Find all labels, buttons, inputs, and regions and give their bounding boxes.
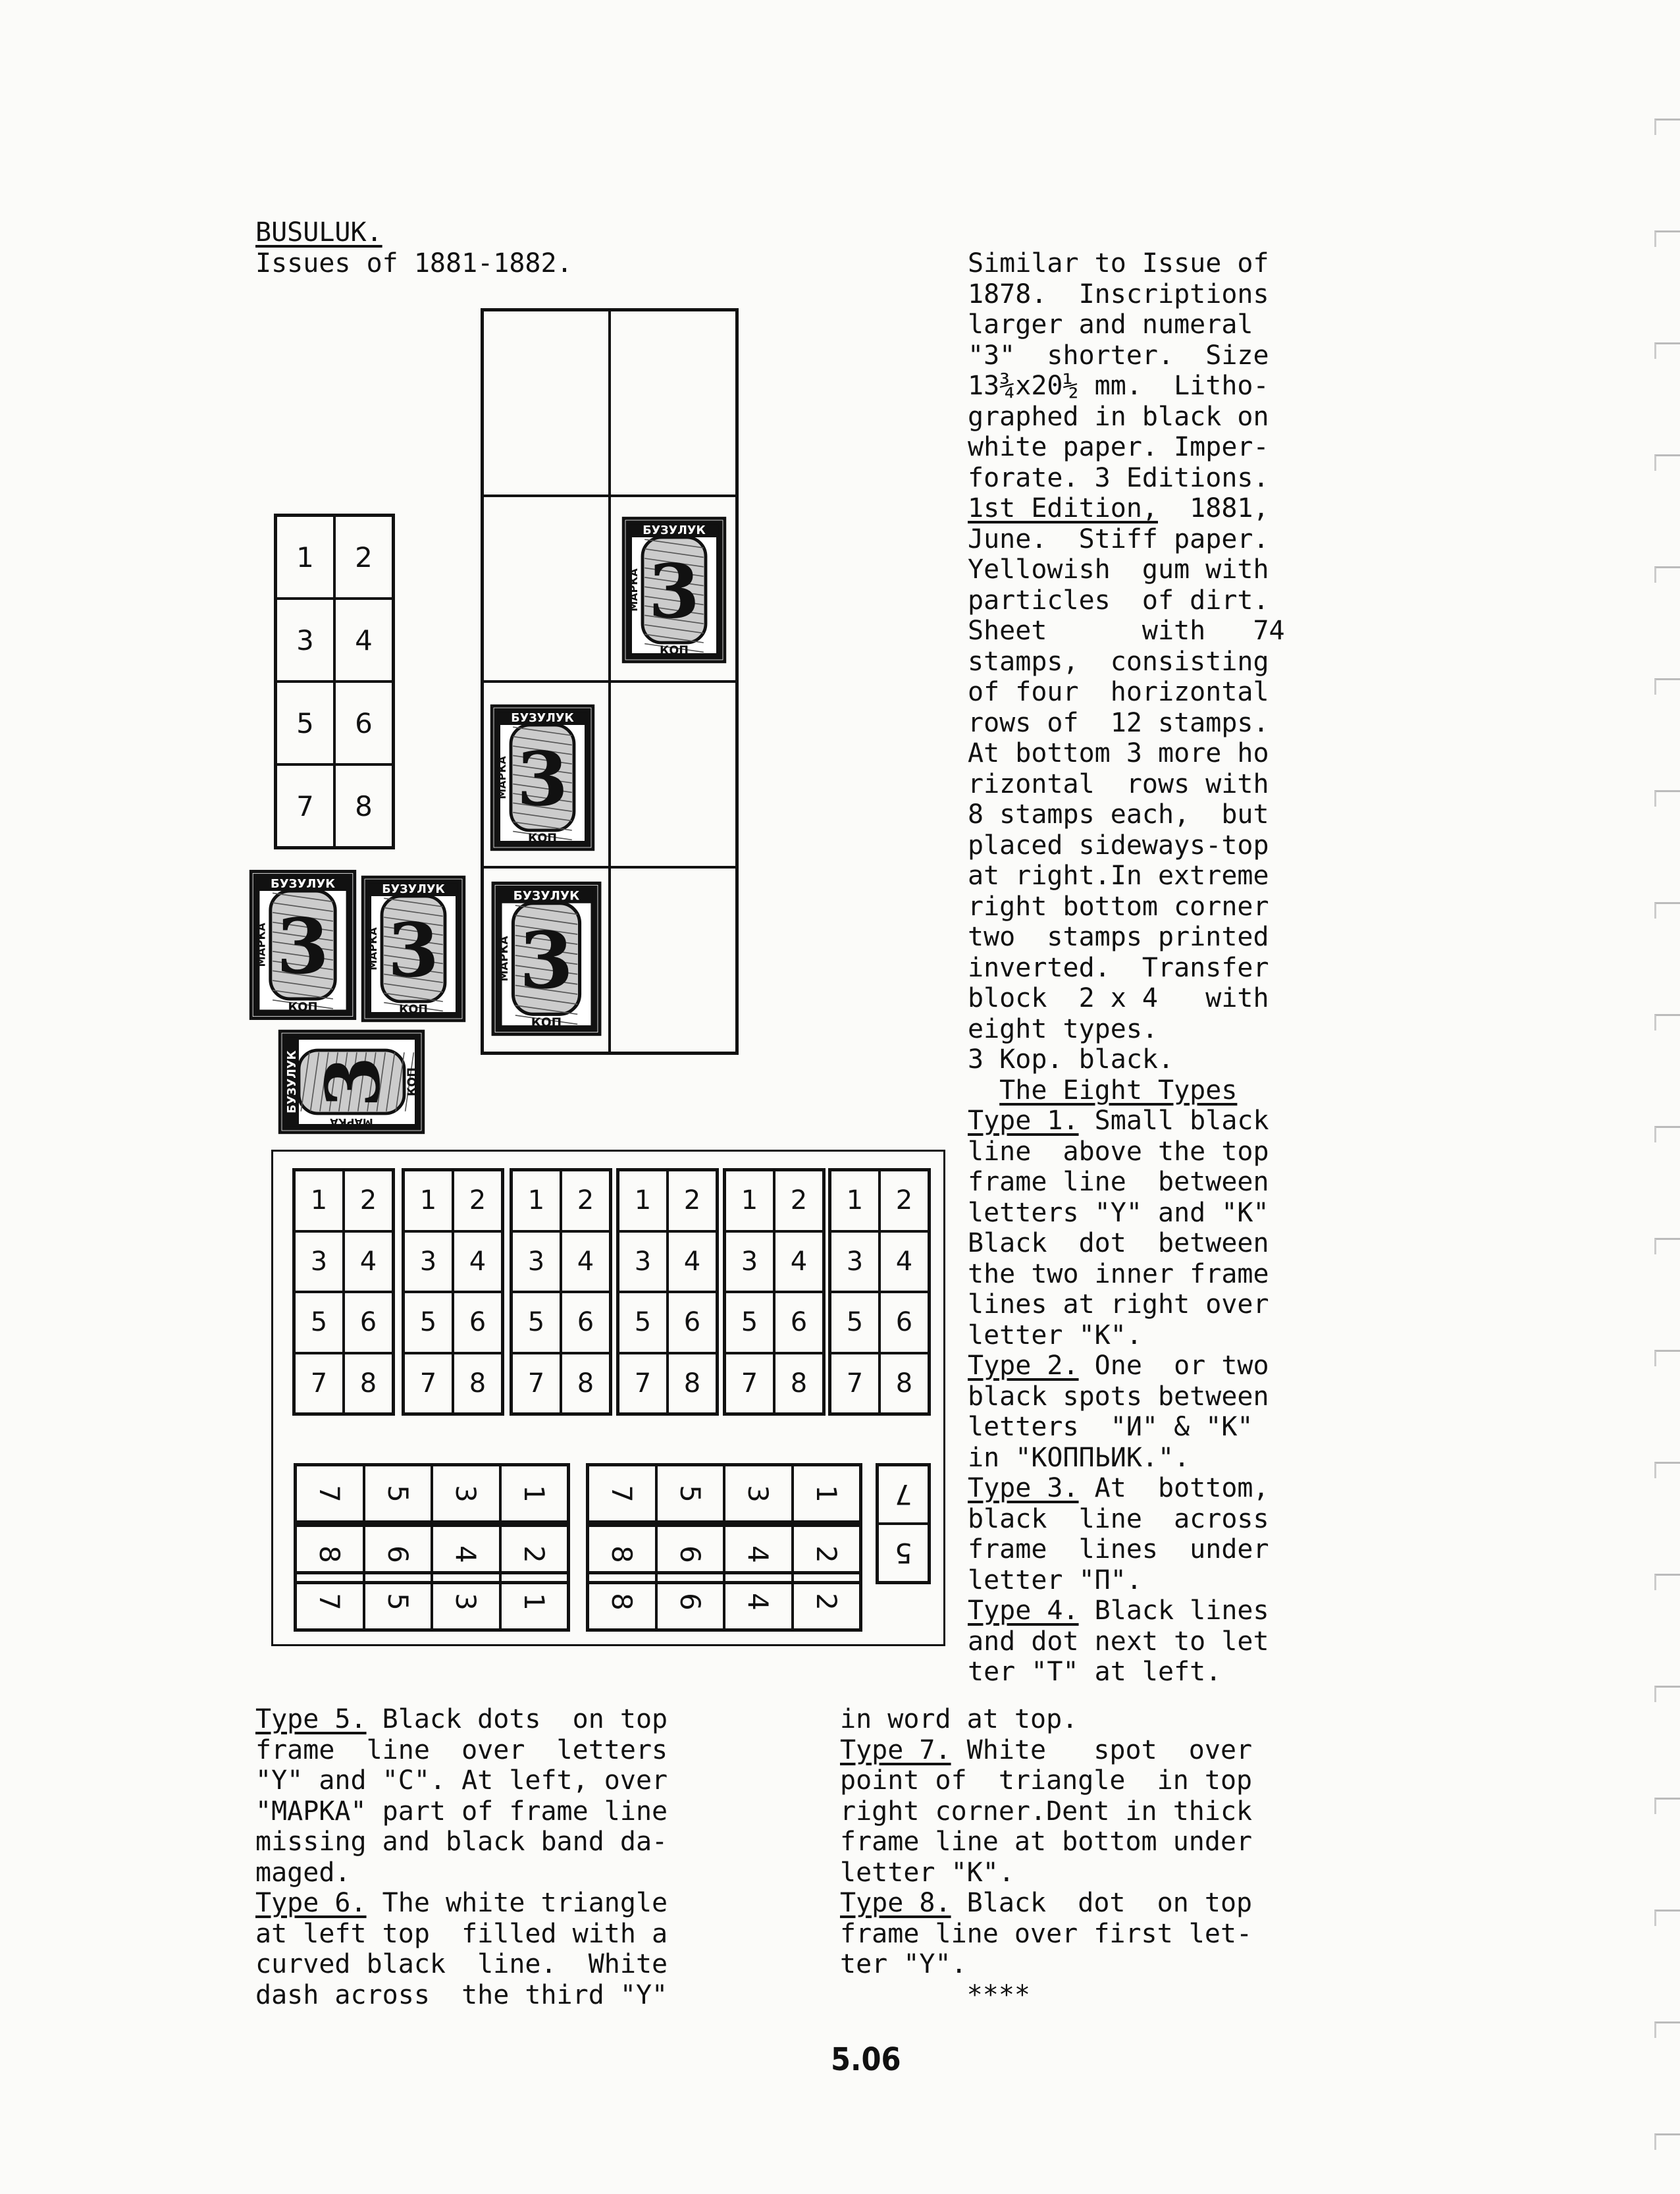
sheet-cell: 7 [830, 1353, 879, 1414]
sheet-inverted-corner [876, 1463, 931, 1584]
sheet-cell: 3 [512, 1231, 561, 1293]
sideways-numeral: 4 [742, 1592, 775, 1611]
stamp-bottom-inscription: КОП [531, 1015, 562, 1030]
sheet-sideways-block [294, 1463, 570, 1524]
transfer-cell: 3 [276, 599, 334, 682]
sheet-cell: 5 [512, 1292, 561, 1353]
text-line: right bottom corner [968, 891, 1269, 922]
placement-cell [483, 496, 610, 682]
sheet-cell: 5 [725, 1292, 774, 1353]
sideways-numeral: 7 [313, 1484, 346, 1503]
text-line: two stamps printed [968, 922, 1269, 952]
text-line: letters "И" & "K" [968, 1412, 1253, 1442]
sheet-cell: 1 [512, 1170, 561, 1231]
sideways-numeral: 2 [517, 1545, 550, 1563]
text-line: in word at top. [840, 1704, 1078, 1734]
sheet-cell: 4 [561, 1231, 610, 1293]
sheet-cell: 2 [774, 1170, 824, 1231]
transfer-cell: 6 [334, 682, 393, 764]
stamp-drawing [490, 881, 603, 1036]
stamp-image-sideways [277, 1029, 426, 1135]
sheet-cell: 1 [294, 1170, 344, 1231]
stamp-top-inscription: БУЗУЛУК [382, 883, 445, 897]
transfer-cell: 1 [276, 516, 334, 599]
stamp-drawing [277, 1029, 426, 1135]
page-title: BUSULUK. [255, 217, 382, 248]
sheet-cell: 8 [561, 1353, 610, 1414]
sideways-numeral: 6 [673, 1545, 706, 1563]
sheet-cell: 6 [774, 1292, 824, 1353]
sheet-block [510, 1168, 612, 1416]
inverted-cell [878, 1465, 929, 1524]
text-line: eight types. [968, 1013, 1158, 1044]
stamp-top-inscription: БУЗУЛУК [513, 889, 580, 903]
stamp-bottom-inscription: КОП [398, 1003, 429, 1017]
inverted-numeral: 5 [894, 1537, 912, 1569]
transfer-cell: 4 [334, 599, 393, 682]
heading-continuation: Black dot on top [951, 1888, 1253, 1918]
sheet-sideways-cell [588, 1465, 656, 1522]
binder-mark [1654, 566, 1680, 583]
binder-mark [1654, 1014, 1680, 1030]
text-line [255, 1888, 668, 1919]
sheet-block [828, 1168, 931, 1416]
text-line: Black dot between [968, 1228, 1269, 1258]
heading-continuation: Small black [1078, 1106, 1269, 1136]
text-line: Sheet with 74 [968, 616, 1285, 646]
section-heading: The Eight Types [999, 1075, 1238, 1106]
sheet-cell: 8 [774, 1353, 824, 1414]
text-line: letter "П". [968, 1565, 1142, 1595]
text-line: letter "K". [840, 1857, 1014, 1888]
sheet-cell: 1 [618, 1170, 668, 1231]
sideways-numeral: 5 [673, 1484, 706, 1503]
binder-mark [1654, 1798, 1680, 1814]
text-line: "МАРКА" part of frame line [255, 1796, 668, 1827]
sheet-cell: 3 [618, 1231, 668, 1293]
sheet-cell: 3 [404, 1231, 453, 1293]
stamp-left-inscription: МАРКА [627, 568, 640, 612]
sheet-cell: 6 [668, 1292, 717, 1353]
stamp-numeral: 3 [517, 736, 568, 823]
stamp-top-inscription: БУЗУЛУК [511, 712, 574, 726]
sheet-cell: 1 [404, 1170, 453, 1231]
text-line: rizontal rows with [968, 768, 1269, 799]
sheet-block [292, 1168, 395, 1416]
text-line: 3 Kop. black. [968, 1044, 1174, 1075]
text-line: maged. [255, 1857, 351, 1888]
placement-cell [483, 310, 610, 496]
text-line: Yellowish gum with [968, 554, 1269, 585]
sheet-sideways-cell [656, 1465, 725, 1522]
binder-mark [1654, 678, 1680, 695]
text-line: forate. 3 Editions. [968, 462, 1269, 493]
text-line: in "КОППЬИK.". [968, 1442, 1190, 1473]
text-line [840, 1735, 1252, 1766]
sheet-cell: 3 [830, 1231, 879, 1293]
binder-mark [1654, 2021, 1680, 2038]
sheet-sideways-cell [793, 1573, 861, 1630]
text-line: frame lines under [968, 1534, 1269, 1565]
sideways-numeral: 3 [450, 1592, 483, 1611]
sideways-numeral: 8 [606, 1545, 639, 1563]
sideways-numeral: 2 [810, 1545, 843, 1563]
sheet-cell: 2 [561, 1170, 610, 1231]
sideways-numeral: 2 [810, 1592, 843, 1611]
text-line: black spots between [968, 1381, 1269, 1412]
text-line: at left top filled with a [255, 1918, 668, 1949]
page-number: 5.06 [831, 2041, 901, 2078]
text-line: ter "T" at left. [968, 1657, 1222, 1687]
stamp-numeral: 3 [519, 914, 574, 1006]
sheet-cell: 2 [879, 1170, 929, 1231]
text-line: dash across the third "Y" [255, 1979, 668, 2010]
sheet-cell: 2 [668, 1170, 717, 1231]
stamp-top-inscription: БУЗУЛУК [271, 877, 335, 892]
text-line: frame line between [968, 1167, 1269, 1197]
sheet-cell: 2 [344, 1170, 393, 1231]
sheet-cell: 5 [404, 1292, 453, 1353]
stamp-drawing [621, 512, 727, 668]
section-heading: Type 5. [255, 1704, 367, 1734]
text-line: frame line at bottom under [840, 1827, 1253, 1857]
inverted-cell [878, 1524, 929, 1582]
sideways-numeral: 6 [673, 1592, 706, 1611]
sheet-sideways-cell [364, 1465, 433, 1522]
text-line: line above the top [968, 1136, 1269, 1167]
text-line: 1878. Inscriptions [968, 279, 1269, 309]
sheet-cell: 7 [512, 1353, 561, 1414]
sheet-sideways-cell [364, 1573, 433, 1630]
binder-mark [1654, 1686, 1680, 1702]
sideways-numeral: 8 [606, 1592, 639, 1611]
stamp-top-inscription: БУЗУЛУК [643, 524, 706, 538]
sideways-numeral: 5 [381, 1484, 414, 1503]
sheet-block [723, 1168, 826, 1416]
text-line [968, 1351, 1269, 1381]
sheet-cell: 5 [830, 1292, 879, 1353]
sheet-cell: 4 [344, 1231, 393, 1293]
text-line: the two inner frame [968, 1258, 1269, 1289]
text-line: inverted. Transfer [968, 952, 1269, 983]
text-line: "Y" and "C". At left, over [255, 1765, 668, 1796]
stamp-bottom-inscription: КОП [659, 644, 689, 658]
text-line: letters "Y" and "K" [968, 1197, 1269, 1228]
text-line: and dot next to let [968, 1626, 1269, 1657]
text-line: frame line over letters [255, 1734, 668, 1765]
sideways-numeral: 4 [742, 1545, 775, 1563]
sideways-numeral: 1 [810, 1484, 843, 1503]
binder-mark [1654, 902, 1680, 919]
transfer-cell: 5 [276, 682, 334, 764]
stamp-numeral: 3 [648, 548, 700, 635]
sheet-sideways-cell [500, 1465, 569, 1522]
text-line: block 2 x 4 with [968, 983, 1269, 1013]
binder-mark [1654, 1574, 1680, 1590]
stamp-numeral: 3 [310, 1056, 397, 1108]
stamp-image [490, 881, 603, 1036]
binder-mark [1654, 1462, 1680, 1478]
binder-mark [1654, 1910, 1680, 1926]
inverted-numeral: 7 [894, 1478, 912, 1511]
heading-continuation: The white triangle [366, 1888, 668, 1918]
text-line: **** [840, 1979, 1030, 2010]
sideways-numeral: 8 [313, 1545, 346, 1563]
sheet-sideways-block [586, 1463, 862, 1524]
binder-mark [1654, 790, 1680, 807]
binder-mark [1654, 454, 1680, 471]
text-line [968, 1595, 1269, 1626]
stamp-bottom-inscription: КОП [288, 1000, 318, 1015]
sheet-cell: 7 [294, 1353, 344, 1414]
heading-continuation: One or two [1078, 1351, 1269, 1381]
text-line: 13¾x20½ mm. Litho- [968, 371, 1269, 401]
sideways-numeral: 5 [381, 1592, 414, 1611]
sheet-cell: 1 [725, 1170, 774, 1231]
sheet-cell: 6 [453, 1292, 502, 1353]
text-line: June. Stiff paper. [968, 523, 1269, 554]
section-heading: Type 8. [840, 1888, 951, 1918]
sheet-cell: 2 [453, 1170, 502, 1231]
sheet-block [616, 1168, 719, 1416]
placement-cell [610, 867, 737, 1053]
binder-mark [1654, 230, 1680, 247]
heading-continuation: At bottom, [1078, 1473, 1269, 1503]
sheet-cell: 6 [344, 1292, 393, 1353]
section-heading: Type 6. [255, 1888, 367, 1918]
stamp-bottom-inscription: КОП [406, 1067, 419, 1097]
text-line [968, 1473, 1269, 1504]
binder-mark [1654, 1126, 1680, 1142]
text-line: "3" shorter. Size [968, 340, 1269, 371]
sheet-sideways-cell [296, 1465, 364, 1522]
binder-mark [1654, 2133, 1680, 2150]
sheet-cell: 8 [453, 1353, 502, 1414]
stamp-drawing [361, 874, 466, 1023]
binder-mark [1654, 342, 1680, 359]
binder-mark [1654, 119, 1680, 135]
section-heading: Type 7. [840, 1734, 951, 1765]
sheet-sideways-cell [432, 1465, 500, 1522]
section-heading: Type 3. [968, 1473, 1079, 1503]
transfer-cell: 8 [334, 764, 393, 847]
text-line [968, 1106, 1269, 1137]
sideways-numeral: 4 [450, 1545, 483, 1563]
sheet-cell: 7 [725, 1353, 774, 1414]
stamp-image [490, 703, 595, 852]
sheet-cell: 4 [453, 1231, 502, 1293]
stamp-numeral: 3 [276, 902, 329, 992]
text-line: curved black line. White [255, 1949, 668, 1979]
sheet-sideways-cell [724, 1465, 793, 1522]
sheet-sideways-block [586, 1571, 862, 1632]
sideways-numeral: 7 [606, 1484, 639, 1503]
stamp-image [361, 874, 466, 1023]
stamp-drawing [490, 703, 595, 852]
placement-cell [610, 682, 737, 867]
text-line: lines at right over [968, 1289, 1269, 1320]
heading-continuation: White spot over [951, 1734, 1253, 1765]
sheet-cell: 6 [561, 1292, 610, 1353]
sheet-cell: 8 [344, 1353, 393, 1414]
sideways-numeral: 3 [742, 1484, 775, 1503]
text-line: larger and numeral [968, 309, 1253, 340]
section-heading: Type 1. [968, 1106, 1079, 1136]
section-heading: Type 2. [968, 1351, 1079, 1381]
text-line [968, 493, 1269, 524]
transfer-cell: 7 [276, 764, 334, 847]
stamp-left-inscription: МАРКА [330, 1116, 373, 1129]
sideways-numeral: 1 [517, 1484, 550, 1503]
section-heading: 1st Edition, [968, 493, 1158, 523]
sheet-sideways-cell [656, 1573, 725, 1630]
text-line: Similar to Issue of [968, 248, 1269, 279]
sheet-cell: 6 [879, 1292, 929, 1353]
text-line [255, 1704, 668, 1735]
sheet-sideways-cell [588, 1573, 656, 1630]
text-line: stamps, consisting [968, 646, 1269, 677]
text-line [968, 1075, 1237, 1106]
stamp-left-inscription: МАРКА [367, 927, 379, 971]
text-line: point of triangle in top [840, 1765, 1253, 1796]
stamp-left-inscription: МАРКА [496, 756, 508, 799]
sheet-sideways-cell [500, 1573, 569, 1630]
heading-continuation: Black lines [1078, 1595, 1269, 1626]
text-line: At bottom 3 more ho [968, 738, 1269, 768]
sideways-numeral: 3 [450, 1484, 483, 1503]
sideways-numeral: 7 [313, 1592, 346, 1611]
sheet-block [402, 1168, 504, 1416]
section-heading: Type 4. [968, 1595, 1079, 1626]
text-line: black line across [968, 1503, 1269, 1534]
binder-mark [1654, 1350, 1680, 1366]
sheet-cell: 4 [774, 1231, 824, 1293]
sheet-sideways-block [294, 1571, 570, 1632]
text-line: 8 stamps each, but [968, 799, 1269, 830]
indent [968, 1075, 999, 1106]
sideways-numeral: 1 [517, 1592, 550, 1611]
sheet-cell: 4 [668, 1231, 717, 1293]
text-line: white paper. Imper- [968, 432, 1269, 462]
sheet-sideways-cell [432, 1573, 500, 1630]
sideways-numeral: 6 [381, 1545, 414, 1563]
sheet-cell: 3 [725, 1231, 774, 1293]
stamp-top-inscription: БУЗУЛУК [286, 1050, 300, 1113]
stamp-left-inscription: МАРКА [255, 923, 268, 967]
sheet-cell: 8 [879, 1353, 929, 1414]
sheet-cell: 5 [618, 1292, 668, 1353]
sheet-cell: 7 [618, 1353, 668, 1414]
sheet-sideways-cell [296, 1573, 364, 1630]
placement-cell [610, 310, 737, 496]
text-line: frame line over first let- [840, 1918, 1253, 1949]
page-subtitle: Issues of 1881-1882. [255, 248, 573, 279]
stamp-image [621, 512, 727, 668]
text-line [840, 1888, 1252, 1919]
sheet-cell: 5 [294, 1292, 344, 1353]
sheet-sideways-cell [793, 1465, 861, 1522]
text-line: letter "K". [968, 1320, 1142, 1351]
stamp-bottom-inscription: КОП [527, 832, 558, 845]
text-line: particles of dirt. [968, 585, 1269, 616]
heading-continuation: Black dots on top [366, 1704, 668, 1734]
text-line: ter "Y". [840, 1949, 967, 1979]
stamp-drawing [249, 869, 357, 1021]
sheet-cell: 7 [404, 1353, 453, 1414]
text-line: missing and black band da- [255, 1827, 668, 1857]
sheet-cell: 3 [294, 1231, 344, 1293]
stamp-left-inscription: МАРКА [497, 936, 510, 982]
text-line: right corner.Dent in thick [840, 1796, 1253, 1827]
text-line: graphed in black on [968, 401, 1269, 432]
transfer-cell: 2 [334, 516, 393, 599]
text-line: placed sideways-top [968, 830, 1269, 861]
sheet-cell: 1 [830, 1170, 879, 1231]
sheet-cell: 4 [879, 1231, 929, 1293]
text-line: at right.In extreme [968, 861, 1269, 891]
sheet-sideways-cell [724, 1573, 793, 1630]
transfer-block-diagram [274, 514, 395, 849]
heading-continuation: 1881, [1157, 493, 1269, 523]
binder-mark [1654, 1238, 1680, 1254]
text-line: of four horizontal [968, 677, 1269, 707]
sheet-cell: 8 [668, 1353, 717, 1414]
stamp-numeral: 3 [388, 907, 439, 994]
stamp-image [249, 869, 357, 1021]
text-line: rows of 12 stamps. [968, 707, 1269, 738]
